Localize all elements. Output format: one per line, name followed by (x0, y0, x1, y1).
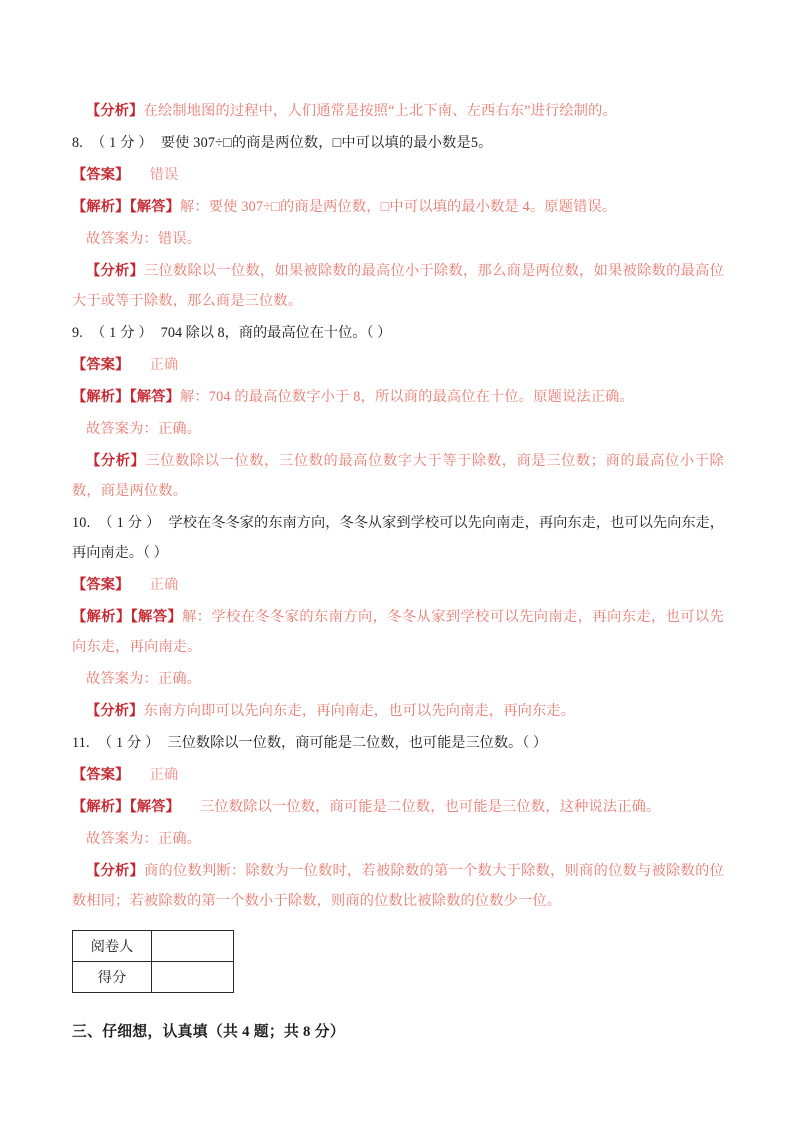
solution-text: 解：要使 307÷□的商是两位数，□中可以填的最小数是 4。原题错误。 (180, 199, 617, 215)
analysis-text: 三位数除以一位数，如果被除数的最高位小于除数，那么商是两位数，如果被除数的最高位大于或等于除数，那么商是三位数。 (72, 263, 724, 309)
question-text: 要使 307÷□的商是两位数，□中可以填的最小数是5。 (160, 135, 493, 151)
question-text: 学校在冬冬家的东南方向，冬冬从家到学校可以先向南走，再向东走，也可以先向东走，再向南走。（ ） (72, 515, 724, 561)
score-label-cell: 得分 (73, 962, 152, 993)
analysis-text: 在绘制地图的过程中，人们通常是按照“上北下南、左西右东”进行绘制的。 (143, 103, 617, 119)
therefore-line (72, 664, 724, 694)
analysis-text: 商的位数判断：除数为一位数时，若被除数的第一个数大于除数，则商的位数与被除数的位数相同；若被除数的第一个数小于除数，则商的位数比被除数的位数少一位。 (72, 863, 724, 909)
answer-value: 正确 (149, 577, 179, 593)
question-score: （ 1 分 ） (98, 515, 161, 531)
analysis-label: 【分析】 (86, 703, 144, 719)
solution-label: 【解析】【解答】 (72, 199, 181, 215)
table-row (73, 962, 234, 993)
solution-text: 解：学校在冬冬家的东南方向，冬冬从家到学校可以先向南走，再向东走，也可以先向东走，再向南走。 (72, 609, 724, 655)
analysis-text: 东南方向即可以先向东走，再向南走，也可以先向南走，再向东走。 (143, 703, 576, 719)
solution-text: 解：704 的最高位数字小于 8，所以商的最高位在十位。原题说法正确。 (180, 389, 634, 405)
analysis-line (72, 696, 724, 726)
question-number: 10. (72, 515, 91, 531)
analysis-line (72, 856, 724, 916)
answer-line (72, 570, 724, 600)
analysis-label: 【分析】 (86, 863, 145, 879)
therefore-text: 故答案为：正确。 (86, 421, 202, 437)
therefore-line (72, 414, 724, 444)
solution-line (72, 192, 724, 222)
question-text: 704 除以 8，商的最高位在十位。（ ） (160, 325, 392, 341)
analysis-line (72, 446, 724, 506)
answer-label: 【答案】 (72, 577, 130, 593)
analysis-label: 【分析】 (86, 263, 145, 279)
answer-value: 正确 (149, 357, 179, 373)
question-stem (72, 728, 724, 758)
table-row (73, 931, 234, 962)
answer-value: 错误 (149, 167, 179, 183)
analysis-label: 【分析】 (86, 103, 144, 119)
grading-table (72, 930, 234, 993)
grader-value-cell[interactable] (152, 931, 234, 962)
section-heading: 三、仔细想，认真填（共 4 题；共 8 分） (72, 1024, 345, 1040)
answer-label: 【答案】 (72, 357, 130, 373)
question-stem (72, 318, 724, 348)
score-value-cell[interactable] (152, 962, 234, 993)
solution-label: 【解析】【解答】 (72, 389, 181, 405)
therefore-line (72, 224, 724, 254)
therefore-text: 故答案为：正确。 (86, 671, 202, 687)
answer-label: 【答案】 (72, 167, 130, 183)
question-number: 11. (72, 735, 90, 751)
analysis-line (72, 256, 724, 316)
question-score: （ 1 分 ） (91, 325, 153, 341)
analysis-label: 【分析】 (86, 453, 146, 469)
question-stem (72, 508, 724, 568)
solution-line (72, 382, 724, 412)
solution-text: 三位数除以一位数，商可能是二位数，也可能是三位数，这种说法正确。 (200, 799, 661, 815)
therefore-text: 故答案为：错误。 (86, 231, 202, 247)
answer-line (72, 350, 724, 380)
question-score: （ 1 分 ） (91, 135, 153, 151)
grader-label-cell: 阅卷人 (73, 931, 152, 962)
answer-value: 正确 (149, 767, 179, 783)
document-content (72, 96, 724, 1045)
solution-label: 【解析】【解答】 (72, 609, 183, 625)
solution-line (72, 792, 724, 822)
question-number: 9. (72, 325, 84, 341)
question-text: 三位数除以一位数，商可能是二位数，也可能是三位数。（ ） (167, 735, 548, 751)
question-score: （ 1 分 ） (97, 735, 160, 751)
answer-line (72, 160, 724, 190)
solution-label: 【解析】【解答】 (72, 799, 181, 815)
answer-line (72, 760, 724, 790)
analysis-line (72, 96, 724, 126)
therefore-line (72, 824, 724, 854)
question-number: 8. (72, 135, 84, 151)
analysis-text: 三位数除以一位数，三位数的最高位数字大于等于除数，商是三位数；商的最高位小于除数，商是两位数。 (72, 453, 724, 499)
solution-line (72, 602, 724, 662)
question-stem (72, 128, 724, 158)
answer-label: 【答案】 (72, 767, 130, 783)
therefore-text: 故答案为：正确。 (86, 831, 202, 847)
